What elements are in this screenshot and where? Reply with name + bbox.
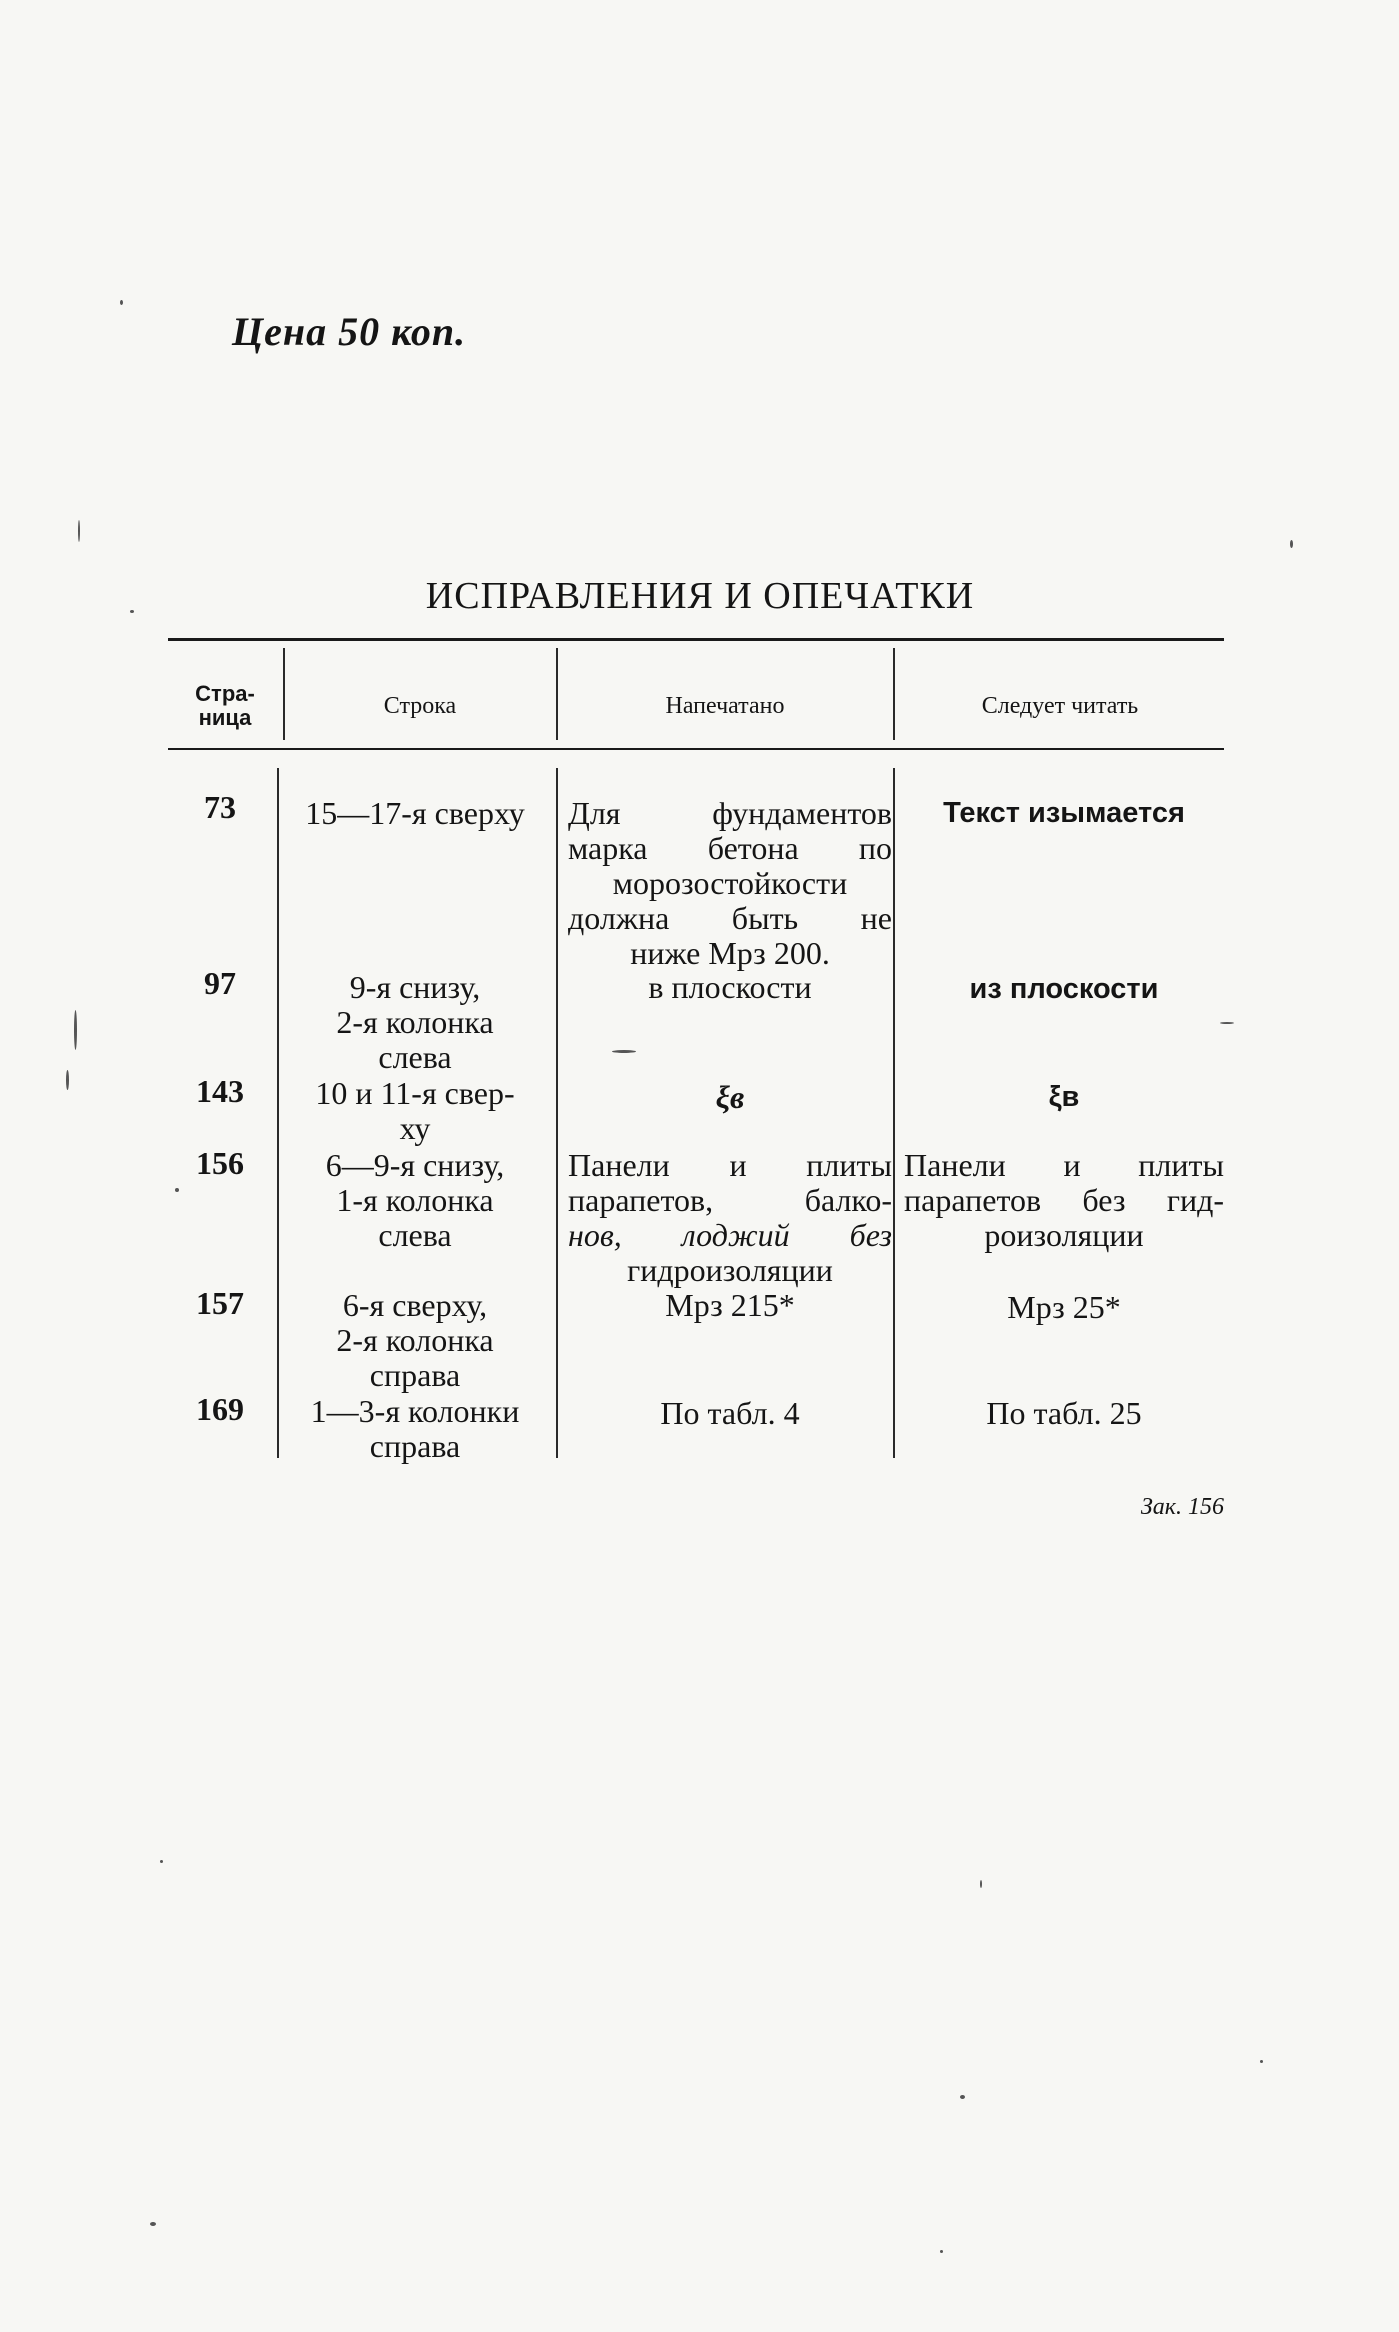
table-row-line — [280, 1148, 550, 1253]
scan-speck — [150, 2222, 156, 2226]
printed-text: морозостойкости — [612, 865, 848, 901]
should-read-text: Панели и плиты — [904, 1147, 1224, 1183]
table-row-line — [280, 796, 550, 831]
table-row-printed — [568, 1396, 892, 1431]
scan-speck — [74, 1010, 77, 1050]
line-text: 6—9-я снизу, — [325, 1147, 505, 1183]
should-read-text: роизоляции — [984, 1217, 1144, 1253]
scan-speck — [960, 2095, 965, 2099]
line-text: 1-я колонка — [336, 1182, 494, 1218]
scan-speck — [612, 1050, 636, 1053]
scan-speck — [1220, 1022, 1234, 1024]
printed-text: гидроизоляции — [627, 1252, 833, 1288]
table-row-page: 97 — [204, 965, 236, 1001]
table-row-printed — [568, 796, 892, 971]
printed-text: ξв — [715, 1079, 745, 1115]
scan-speck — [175, 1188, 179, 1192]
scan-speck — [980, 1880, 982, 1888]
line-text: слева — [378, 1217, 452, 1253]
header-divider — [893, 648, 895, 740]
printed-text: нов, лоджий без — [568, 1217, 892, 1253]
scan-speck — [160, 1860, 163, 1863]
scan-speck — [78, 520, 80, 542]
should-read-text: По табл. 25 — [986, 1395, 1142, 1431]
printed-text: Мрз 215* — [665, 1287, 795, 1323]
printed-text: в плоскости — [648, 969, 812, 1005]
line-text: справа — [369, 1428, 461, 1464]
table-row-printed — [568, 1148, 892, 1288]
table-row-page: 73 — [204, 789, 236, 825]
table-row-page: 143 — [196, 1073, 244, 1109]
table-row-line — [280, 970, 550, 1075]
order-number: Зак. 156 — [1140, 1494, 1224, 1520]
scan-speck — [120, 300, 123, 305]
table-row-should-read — [904, 972, 1224, 1007]
line-text: ху — [399, 1110, 431, 1146]
printed-text: ниже Мрз 200. — [630, 935, 830, 971]
table-row-should-read — [904, 1148, 1224, 1253]
should-read-text: из плоскости — [969, 973, 1159, 1005]
table-row-line — [280, 1288, 550, 1393]
table-row-should-read — [904, 1080, 1224, 1115]
table-row-line — [280, 1076, 550, 1146]
column-divider — [893, 768, 895, 1458]
printed-text: должна быть не — [568, 900, 892, 936]
line-text: 1—3-я колонки — [310, 1393, 520, 1429]
line-text: 10 и 11-я свер- — [315, 1075, 515, 1111]
printed-text: Для фундаментов — [568, 795, 892, 831]
table-row-printed — [568, 1080, 892, 1115]
table-row-page: 156 — [196, 1145, 244, 1181]
scan-speck — [66, 1070, 69, 1090]
column-divider — [556, 768, 558, 1458]
line-text: 2-я колонка — [336, 1322, 494, 1358]
table-row-printed — [568, 1288, 892, 1323]
should-read-text: парапетов без гид- — [904, 1182, 1224, 1218]
line-text: 2-я колонка — [336, 1004, 494, 1040]
table-row-should-read — [904, 1396, 1224, 1431]
errata-title: ИСПРАВЛЕНИЯ И ОПЕЧАТКИ — [425, 575, 975, 617]
header-page — [170, 656, 280, 756]
line-text: слева — [378, 1039, 452, 1075]
printed-text: марка бетона по — [568, 830, 892, 866]
header-divider — [556, 648, 558, 740]
header-divider — [283, 648, 285, 740]
scan-speck — [1290, 540, 1293, 548]
header-page-line2: ница — [198, 705, 252, 730]
should-read-text: Текст изымается — [943, 797, 1185, 829]
line-text: 15—17-я сверху — [305, 795, 525, 831]
table-row-printed — [568, 970, 892, 1005]
scan-speck — [130, 610, 134, 613]
header-page-line1: Стра- — [195, 681, 255, 706]
printed-text: парапетов, балко- — [568, 1182, 892, 1218]
scan-speck — [940, 2250, 943, 2253]
header-line: Строка — [383, 692, 457, 719]
should-read-text: ξв — [1048, 1081, 1080, 1113]
price-label: Цена 50 коп. — [232, 309, 467, 354]
printed-text: Панели и плиты — [568, 1147, 892, 1183]
table-row-page: 157 — [196, 1285, 244, 1321]
column-divider — [277, 768, 279, 1458]
line-text: справа — [369, 1357, 461, 1393]
printed-text: По табл. 4 — [660, 1395, 800, 1431]
table-top-rule — [168, 638, 1224, 641]
table-row-line — [280, 1394, 550, 1464]
should-read-text: Мрз 25* — [1007, 1289, 1121, 1325]
scan-speck — [1260, 2060, 1263, 2063]
table-row-should-read — [904, 796, 1224, 831]
table-row-page: 169 — [196, 1391, 244, 1427]
header-printed: Напечатано — [665, 692, 785, 719]
table-row-should-read — [904, 1290, 1224, 1325]
line-text: 9-я снизу, — [349, 969, 481, 1005]
header-should-read: Следует читать — [981, 692, 1139, 719]
line-text: 6-я сверху, — [342, 1287, 488, 1323]
